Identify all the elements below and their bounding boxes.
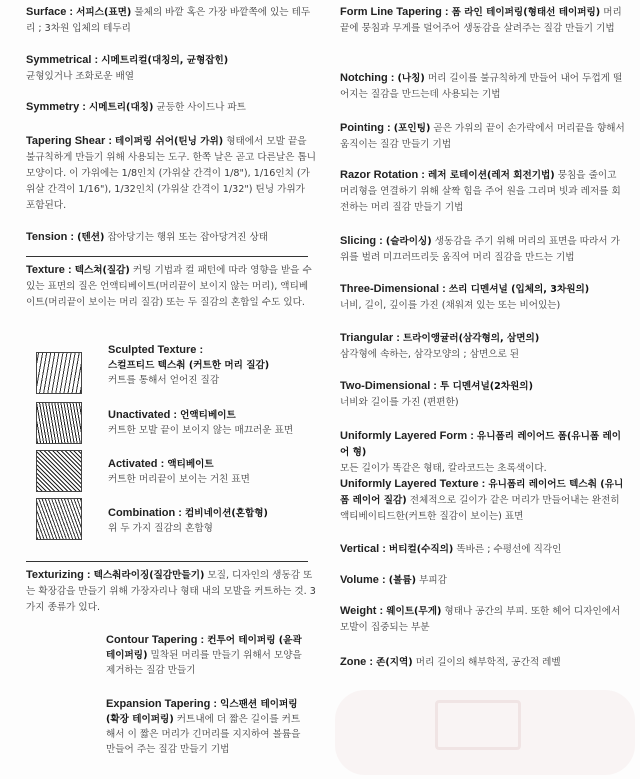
term: Tension — [26, 231, 68, 243]
definition: 똑바른 ; 수평선에 직각인 — [456, 544, 562, 555]
term: Weight — [340, 605, 377, 617]
definition: 물체의 바깥 혹은 가장 바깥쪽에 있는 테두리 ; 3차원 입체의 테두리 — [26, 7, 311, 34]
entry-slicing: Slicing : (슬라이싱) 생동감을 주기 위해 머리의 표면을 따라서 가위를 벌려 미끄러뜨리듯 움직여 머리 질감을 만드는 기법 — [340, 235, 620, 263]
entry-pointing: Pointing : (포인팅) 곧은 가위의 끝이 손가락에서 머리끝을 향해서 움직이는 질감 만들기 기법 — [340, 122, 625, 150]
definition: 부피감 — [419, 575, 447, 586]
term: Triangular — [340, 332, 394, 344]
term: Uniformly Layered Form — [340, 430, 468, 442]
definition: 전체적으로 길이가 같은 머리가 만들어내는 완전히 액티베이티드한(커트한 질감이 보이는) 표면 — [340, 495, 620, 522]
definition: 모질, 디자인의 생동감 또는 확장감을 만들기 위해 가장자리나 형태 내의 모발을 커트하는 것. 3 가지 종류가 있다. — [26, 570, 316, 613]
korean-term: (볼륨) — [388, 575, 417, 586]
korean-term: 시메트리(대칭) — [88, 102, 154, 113]
definition: 머리끝에 뭉침과 무게를 덜어주어 생동감을 살려주는 질감 만들기 기법 — [340, 7, 622, 34]
entry-texturizing: Texturizing : 텍스춰라이징(질감만들기) 모질, 디자인의 생동감 또는 확장감을 만들기 위해 가장자리나 형태 내의 모발을 커트하는 것. 3 가지 종류가 있다. — [26, 569, 316, 613]
entry-volume: Volume : (볼륨) 부피감 — [340, 574, 447, 586]
entry-uniformly-layered-texture: Uniformly Layered Texture : 유니폼리 레이어드 텍스춰 (유니폼 레이어 질감) 전체적으로 길이가 같은 머리가 만들어내는 완전히 액티베이티드한(커트한 질감이 보이는) 표면 — [340, 478, 624, 522]
term: Volume — [340, 574, 379, 586]
korean-term: 익스팬션 테이퍼링 (확장 테이퍼링) — [106, 699, 298, 725]
term: Unactivated — [108, 409, 171, 421]
korean-term: 스컬프티드 텍스춰 (커트한 머리 질감) — [108, 360, 270, 371]
entry-expansion-tapering: Expansion Tapering : 익스팬션 테이퍼링 (확장 테이퍼링) 커트내에 더 짧은 길이를 커트해서 이 짧은 머리가 긴머리를 지지하여 볼륨을 만들어 주는 질감 만들기 기법 — [106, 698, 301, 755]
entry-vertical: Vertical : 버티컬(수직의) 똑바른 ; 수평선에 직각인 — [340, 543, 562, 555]
definition: 뭉침을 줄이고 머리형을 연결하기 위해 살짝 힘을 주어 원을 그리며 빗과 레저를 회전하는 머리 질감 만들기 기법 — [340, 170, 621, 213]
korean-term: 컨투어 테이퍼링 (윤곽 테이퍼링) — [106, 635, 302, 661]
definition: 머리 길이를 불규칙하게 만들어 내어 두껍게 떨어지는 질감을 만드는데 사용되는 기법 — [340, 73, 623, 100]
korean-term: 서피스(표면) — [76, 7, 132, 18]
definition: 커트내에 더 짧은 길이를 커트해서 이 짧은 머리가 긴머리를 지지하여 볼륨을 만들어 주는 질감 만들기 기법 — [106, 714, 301, 755]
entry-texture: Texture : 텍스쳐(질감) 커팅 기법과 컬 패턴에 따라 영향을 받을 수 있는 표면의 질은 언액티베이트(머리끝이 보이지 않는 머리), 액티베이트(머리끝이 보이는 머리 질감) 또는 두 질감의 혼합일 수도 있다. — [26, 264, 312, 308]
korean-term: 유니폼리 레이어드 폼(유니폼 레이어 형) — [340, 431, 622, 458]
korean-term: 쓰리 디멘셔널 (입체의, 3차원의) — [448, 284, 590, 295]
korean-term: (포인팅) — [393, 123, 431, 134]
korean-term: (슬라이싱) — [385, 236, 432, 247]
divider — [26, 256, 308, 257]
korean-term: 트라이앵귤러(삼각형의, 삼면의) — [402, 333, 540, 344]
faint-stamp — [435, 700, 521, 750]
korean-term: 폼 라인 테이퍼링(형태선 테이퍼링) — [451, 7, 601, 18]
activated-swatch — [36, 450, 82, 492]
korean-term: 레저 로테이션(레저 회전기법) — [428, 170, 555, 181]
term: Expansion Tapering — [106, 698, 211, 710]
definition: 균형있거나 조화로운 배열 — [26, 71, 135, 82]
korean-term: 컴비네이션(혼합형) — [185, 508, 268, 519]
definition: 잡아당기는 행위 또는 잡아당겨진 상태 — [107, 232, 268, 243]
entry-triangular: Triangular : 트라이앵귤러(삼각형의, 삼면의) 삼각형에 속하는, 삼각모양의 ; 삼면으로 된 — [340, 332, 540, 360]
term: Tapering Shear — [26, 135, 106, 147]
term: Symmetrical — [26, 54, 92, 66]
korean-term: 언액티베이트 — [180, 410, 236, 421]
term: Zone — [340, 656, 367, 668]
definition: 커트를 통해서 얻어진 질감 — [108, 375, 220, 386]
term: Notching — [340, 72, 388, 84]
entry-form-line-tapering: Form Line Tapering : 폼 라인 테이퍼링(형태선 테이퍼링) 머리끝에 뭉침과 무게를 덜어주어 생동감을 살려주는 질감 만들기 기법 — [340, 6, 622, 34]
definition: 커팅 기법과 컬 패턴에 따라 영향을 받을 수 있는 표면의 질은 언액티베이트(머리끝이 보이지 않는 머리), 액티베이트(머리끝이 보이는 머리 질감) 또는 두 질감의 혼합일 수도 있다. — [26, 265, 312, 308]
term: Form Line Tapering — [340, 6, 442, 18]
definition: 모든 길이가 똑같은 형태, 칼라코드는 초록색이다. — [340, 463, 547, 474]
term: Surface — [26, 6, 67, 18]
entry-activated: Activated : 액티베이트 커트한 머리끝이 보이는 거친 표면 — [108, 458, 250, 485]
definition: 머리 길이의 해부학적, 공간적 레벨 — [415, 657, 561, 668]
divider — [26, 561, 308, 562]
term: Slicing — [340, 235, 377, 247]
definition: 너비와 길이를 가진 (편편한) — [340, 397, 459, 408]
definition: 밀착된 머리를 만들기 위해서 모양을 제거하는 질감 만들기 — [106, 650, 302, 676]
korean-term: (나칭) — [397, 73, 425, 84]
entry-tapering-shear: Tapering Shear : 테이퍼링 쉬어(틴닝 가위) 형태에서 모발 끝을 불규칙하게 만들기 위해 사용되는 도구. 한쪽 날은 곧고 다른날은 톱니모양이다. 이 가위에는 1/8인치 (가위살 간격이 1/8"), 1/16인치 (가위살 간격이 1/16"), 1/32인치 (가위살 간격이 1/32") 틴닝 가위가 포함된다. — [26, 135, 316, 211]
entry-two-dimensional: Two-Dimensional : 투 디멘셔널(2차원의) 너비와 길이를 가진 (편편한) — [340, 380, 533, 408]
term: Sculpted Texture — [108, 344, 197, 356]
term: Texturizing — [26, 569, 84, 581]
entry-uniformly-layered-form: Uniformly Layered Form : 유니폼리 레이어드 폼(유니폼 레이어 형) 모든 길이가 똑같은 형태, 칼라코드는 초록색이다. — [340, 430, 622, 474]
korean-term: 시메트리컬(대칭의, 균형잡힌) — [101, 55, 229, 66]
term: Two-Dimensional — [340, 380, 431, 392]
entry-sculpted-texture: Sculpted Texture : 스컬프티드 텍스춰 (커트한 머리 질감) 커트를 통해서 얻어진 질감 — [108, 344, 270, 386]
definition: 생동감을 주기 위해 머리의 표면을 따라서 가위를 벌려 미끄러뜨리듯 움직여 머리 질감을 만드는 기법 — [340, 236, 620, 263]
term: Uniformly Layered Texture — [340, 478, 479, 490]
korean-term: 버티컬(수직의) — [388, 544, 454, 555]
entry-symmetrical: Symmetrical : 시메트리컬(대칭의, 균형잡힌) 균형있거나 조화로운 배열 — [26, 54, 229, 82]
sculpted-texture-swatch — [36, 352, 82, 394]
entry-zone: Zone : 존(지역) 머리 길이의 해부학적, 공간적 레벨 — [340, 656, 561, 668]
entry-contour-tapering: Contour Tapering : 컨투어 테이퍼링 (윤곽 테이퍼링) 밀착된 머리를 만들기 위해서 모양을 제거하는 질감 만들기 — [106, 634, 302, 676]
definition: 형태나 공간의 부피. 또한 헤어 디자인에서 모발이 집중되는 부분 — [340, 606, 621, 633]
definition: 곧은 가위의 끝이 손가락에서 머리끝을 향해서 움직이는 질감 만들기 기법 — [340, 123, 625, 150]
entry-notching: Notching : (나칭) 머리 길이를 불규칙하게 만들어 내어 두껍게 떨어지는 질감을 만드는데 사용되는 기법 — [340, 72, 623, 100]
korean-term: 테이퍼링 쉬어(틴닝 가위) — [115, 136, 224, 147]
definition: 삼각형에 속하는, 삼각모양의 ; 삼면으로 된 — [340, 349, 520, 360]
entry-razor-rotation: Razor Rotation : 레저 로테이션(레저 회전기법) 뭉침을 줄이고 머리형을 연결하기 위해 살짝 힘을 주어 원을 그리며 빗과 레저를 회전하는 머리 질감 만들기 기법 — [340, 169, 621, 213]
entry-unactivated: Unactivated : 언액티베이트 커트한 모발 끝이 보이지 않는 매끄러운 표면 — [108, 409, 294, 436]
term: Three-Dimensional — [340, 283, 440, 295]
korean-term: 유니폼리 레이어드 텍스춰 (유니폼 레이어 질감) — [340, 479, 624, 506]
entry-surface: Surface : 서피스(표면) 물체의 바깥 혹은 가장 바깥쪽에 있는 테두리 ; 3차원 입체의 테두리 — [26, 6, 311, 34]
entry-combination: Combination : 컴비네이션(혼합형) 위 두 가지 질감의 혼합형 — [108, 507, 268, 534]
term: Contour Tapering — [106, 634, 198, 646]
definition: 균등한 사이드나 파트 — [156, 102, 246, 113]
definition: 커트한 머리끝이 보이는 거친 표면 — [108, 474, 250, 485]
korean-term: 투 디멘셔널(2차원의) — [440, 381, 533, 392]
term: Activated — [108, 458, 158, 470]
term: Texture — [26, 264, 65, 276]
korean-term: 액티베이트 — [167, 459, 214, 470]
korean-term: (텐션) — [77, 232, 105, 243]
term: Symmetry — [26, 101, 80, 113]
entry-weight: Weight : 웨이트(무게) 형태나 공간의 부피. 또한 헤어 디자인에서 모발이 집중되는 부분 — [340, 605, 621, 633]
korean-term: 존(지역) — [376, 657, 413, 668]
definition: 형태에서 모발 끝을 불규칙하게 만들기 위해 사용되는 도구. 한쪽 날은 곧고 다른날은 톱니모양이다. 이 가위에는 1/8인치 (가위살 간격이 1/8"), 1/16인치 (가위살 간격이 1/16"), 1/32인치 (가위살 간격이 1/32") 틴닝 가위가 포함된다. — [26, 136, 316, 211]
term: Razor Rotation — [340, 169, 419, 181]
unactivated-swatch — [36, 402, 82, 444]
definition: 위 두 가지 질감의 혼합형 — [108, 523, 213, 534]
korean-term: 텍스춰라이징(질감만들기) — [93, 570, 205, 581]
entry-symmetry: Symmetry : 시메트리(대칭) 균등한 사이드나 파트 — [26, 101, 246, 113]
combination-swatch — [36, 498, 82, 540]
korean-term: 웨이트(무게) — [386, 606, 442, 617]
entry-tension: Tension : (텐션) 잡아당기는 행위 또는 잡아당겨진 상태 — [26, 231, 268, 243]
entry-three-dimensional: Three-Dimensional : 쓰리 디멘셔널 (입체의, 3차원의) 너비, 길이, 깊이를 가진 (채워져 있는 또는 비어있는) — [340, 283, 590, 311]
definition: 커트한 모발 끝이 보이지 않는 매끄러운 표면 — [108, 425, 294, 436]
korean-term: 텍스쳐(질감) — [74, 265, 130, 276]
definition: 너비, 길이, 깊이를 가진 (채워져 있는 또는 비어있는) — [340, 300, 561, 311]
term: Pointing — [340, 122, 384, 134]
term: Combination — [108, 507, 176, 519]
term: Vertical — [340, 543, 380, 555]
